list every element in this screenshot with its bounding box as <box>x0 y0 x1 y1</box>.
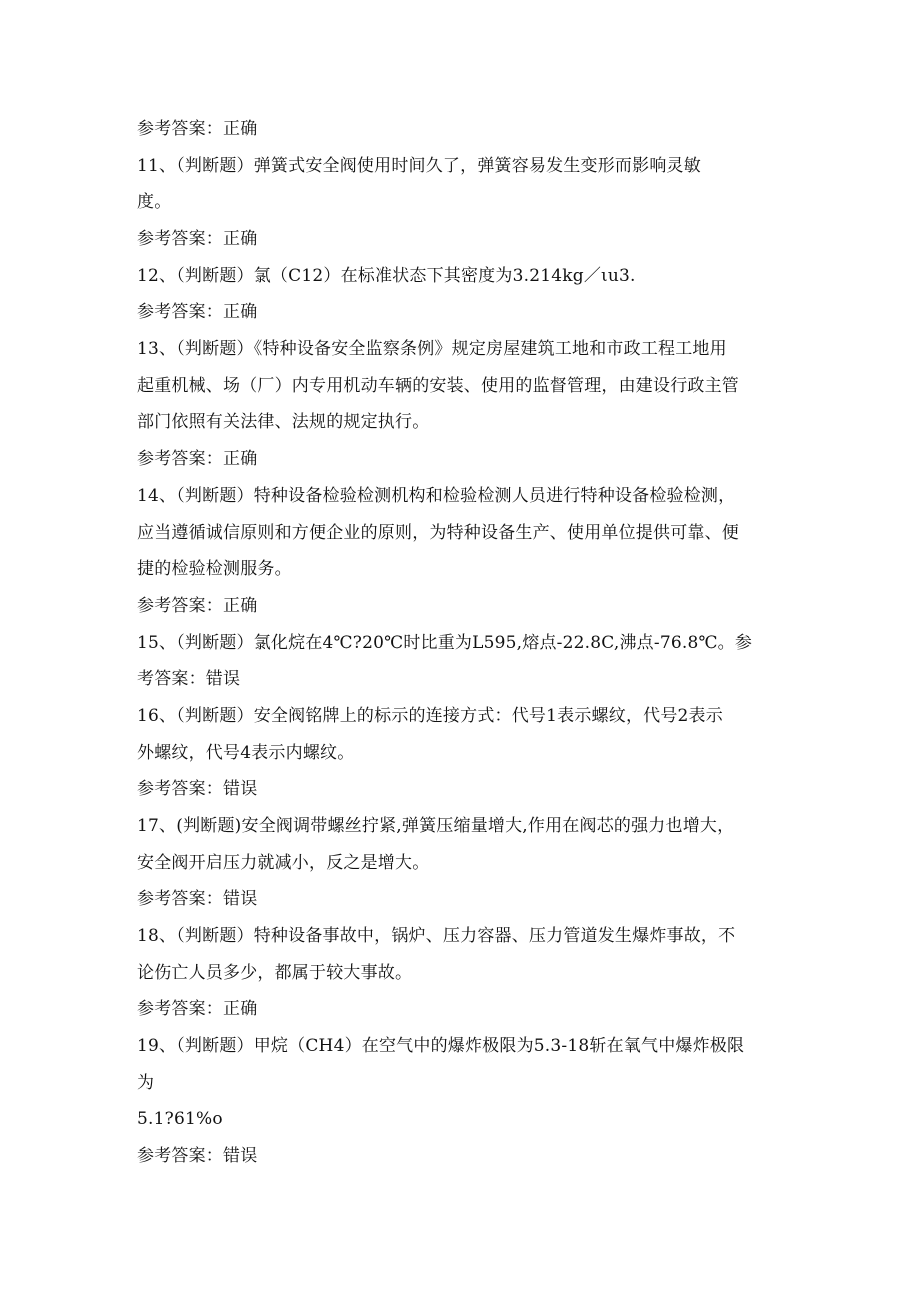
answer-15: 考答案：错误 <box>137 669 241 689</box>
question-18-line-1: 18、（判断题）特种设备事故中，锅炉、压力容器、压力管道发生爆炸事故，不 <box>137 926 736 946</box>
question-11-line-2: 度。 <box>137 192 172 212</box>
question-19-line-1: 19、（判断题）甲烷（CH4）在空气中的爆炸极限为5.3-18斩在氧气中爆炸极限 <box>137 1036 745 1056</box>
question-15-line-1: 15、（判断题）氯化烷在4℃?20℃时比重为L595,熔点-22.8C,沸点-76.8℃。参 <box>137 633 753 653</box>
question-19-line-3: 5.1?61%o <box>137 1109 223 1129</box>
question-14-line-2: 应当遵循诚信原则和方便企业的原则，为特种设备生产、使用单位提供可靠、便 <box>137 523 739 543</box>
question-12-line-1: 12、（判断题）氯（C12）在标准状态下其密度为3.214kg／ιu3. <box>137 266 636 286</box>
question-17-line-1: 17、(判断题)安全阀调带螺丝拧紧,弹簧压缩量增大,作用在阀芯的强力也增大， <box>137 816 735 836</box>
question-14-line-3: 捷的检验检测服务。 <box>137 559 292 579</box>
question-13-line-2: 起重机械、场（厂）内专用机动车辆的安装、使用的监督管理，由建设行政主管 <box>137 376 739 396</box>
question-16-line-1: 16、（判断题）安全阀铭牌上的标示的连接方式：代号1表示螺纹，代号2表示 <box>137 706 723 726</box>
answer-13: 参考答案：正确 <box>137 449 258 469</box>
question-19-line-2: 为 <box>137 1073 155 1093</box>
answer-12: 参考答案：正确 <box>137 302 258 322</box>
answer-line: 参考答案：正确 <box>137 119 258 139</box>
question-16-line-2: 外螺纹，代号4表示内螺纹。 <box>137 743 355 763</box>
answer-14: 参考答案：正确 <box>137 596 258 616</box>
question-18-line-2: 论伤亡人员多少，都属于较大事故。 <box>137 963 413 983</box>
answer-16: 参考答案：错误 <box>137 779 258 799</box>
question-13-line-3: 部门依照有关法律、法规的规定执行。 <box>137 412 430 432</box>
answer-17: 参考答案：错误 <box>137 889 258 909</box>
question-11-line-1: 11、（判断题）弹簧式安全阀使用时间久了，弹簧容易发生变形而影响灵敏 <box>137 156 701 176</box>
question-14-line-1: 14、（判断题）特种设备检验检测机构和检验检测人员进行特种设备检验检测， <box>137 486 736 506</box>
question-17-line-2: 安全阀开启压力就减小，反之是增大。 <box>137 853 430 873</box>
answer-18: 参考答案：正确 <box>137 999 258 1019</box>
question-13-line-1: 13、（判断题）《特种设备安全监察条例》规定房屋建筑工地和市政工程工地用 <box>137 339 727 359</box>
answer-19: 参考答案：错误 <box>137 1146 258 1166</box>
answer-11: 参考答案：正确 <box>137 229 258 249</box>
